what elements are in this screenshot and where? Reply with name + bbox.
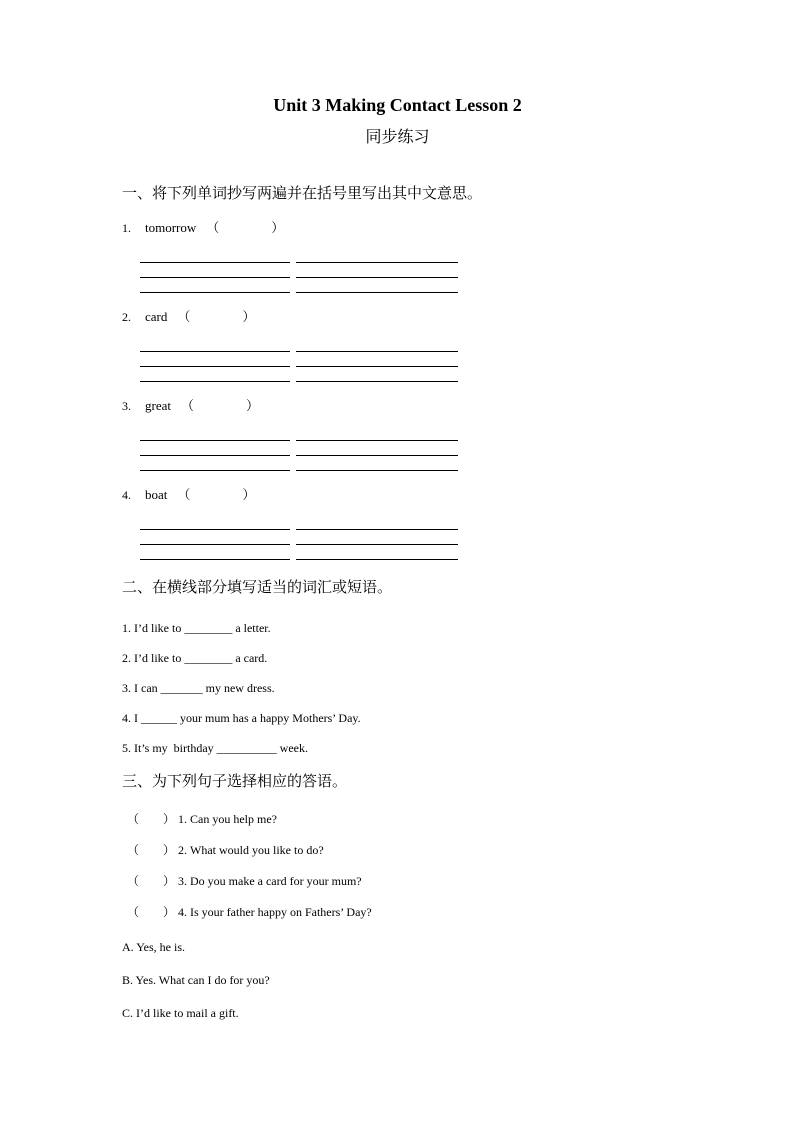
writing-line	[296, 278, 458, 293]
word-item	[122, 220, 673, 293]
word-item	[122, 487, 673, 560]
item-number: 3.	[122, 399, 131, 413]
writing-line	[140, 456, 290, 471]
writing-line	[140, 530, 290, 545]
word-row	[122, 487, 673, 503]
writing-line	[140, 515, 290, 530]
item-bracket: （ ）	[177, 309, 256, 324]
writing-line	[296, 545, 458, 560]
item-number: 4.	[122, 488, 131, 502]
writing-line	[140, 263, 290, 278]
word-item	[122, 309, 673, 382]
item-word: boat	[145, 487, 168, 502]
page-title: Unit 3 Making Contact Lesson 2	[273, 95, 522, 115]
writing-line	[140, 248, 290, 263]
writing-line	[296, 352, 458, 367]
writing-line	[296, 263, 458, 278]
writing-line	[140, 545, 290, 560]
writing-line	[140, 441, 290, 456]
item-bracket: （ ）	[206, 220, 285, 235]
word-row	[122, 220, 673, 236]
writing-line	[296, 367, 458, 382]
writing-lines	[140, 248, 458, 293]
writing-line	[296, 441, 458, 456]
answer-option: C. I’d like to mail a gift.	[122, 1006, 239, 1020]
writing-line	[140, 426, 290, 441]
writing-line	[296, 456, 458, 471]
choice-question: （ ） 4. Is your father happy on Fathers’ Day?	[127, 905, 372, 919]
word-row	[122, 309, 673, 325]
writing-line	[296, 337, 458, 352]
answer-option: A. Yes, he is.	[122, 940, 186, 954]
item-number: 2.	[122, 310, 131, 324]
writing-line	[140, 367, 290, 382]
item-number: 1.	[122, 221, 131, 235]
word-row	[122, 398, 673, 414]
choice-question: （ ） 2. What would you like to do?	[127, 843, 324, 857]
choice-question: （ ） 3. Do you make a card for your mum?	[127, 874, 362, 888]
writing-line	[296, 515, 458, 530]
item-word: card	[145, 309, 168, 324]
fill-sentence: 5. It’s my birthday __________ week.	[122, 741, 308, 755]
fill-sentence: 3. I can _______ my new dress.	[122, 681, 275, 695]
writing-line	[140, 352, 290, 367]
writing-line	[296, 248, 458, 263]
writing-line	[296, 426, 458, 441]
word-item	[122, 398, 673, 471]
writing-lines	[140, 337, 458, 382]
fill-sentence: 4. I ______ your mum has a happy Mothers’ Day.	[122, 711, 361, 725]
item-word: great	[145, 398, 171, 413]
writing-lines	[140, 515, 458, 560]
section-one-heading: 一、将下列单词抄写两遍并在括号里写出其中文意思。	[122, 186, 483, 202]
writing-line	[140, 278, 290, 293]
writing-line	[296, 530, 458, 545]
section-two-heading: 二、在横线部分填写适当的词汇或短语。	[122, 580, 393, 596]
item-bracket: （ ）	[180, 398, 259, 413]
item-bracket: （ ）	[177, 487, 256, 502]
fill-sentence: 2. I’d like to ________ a card.	[122, 651, 268, 665]
fill-sentence: 1. I’d like to ________ a letter.	[122, 621, 271, 635]
section-three-heading: 三、为下列句子选择相应的答语。	[122, 774, 348, 790]
writing-lines	[140, 426, 458, 471]
writing-line	[140, 337, 290, 352]
answer-option: B. Yes. What can I do for you?	[122, 973, 270, 987]
item-word: tomorrow	[145, 220, 197, 235]
page-subtitle: 同步练习	[365, 129, 430, 146]
choice-question: （ ） 1. Can you help me?	[127, 812, 277, 826]
